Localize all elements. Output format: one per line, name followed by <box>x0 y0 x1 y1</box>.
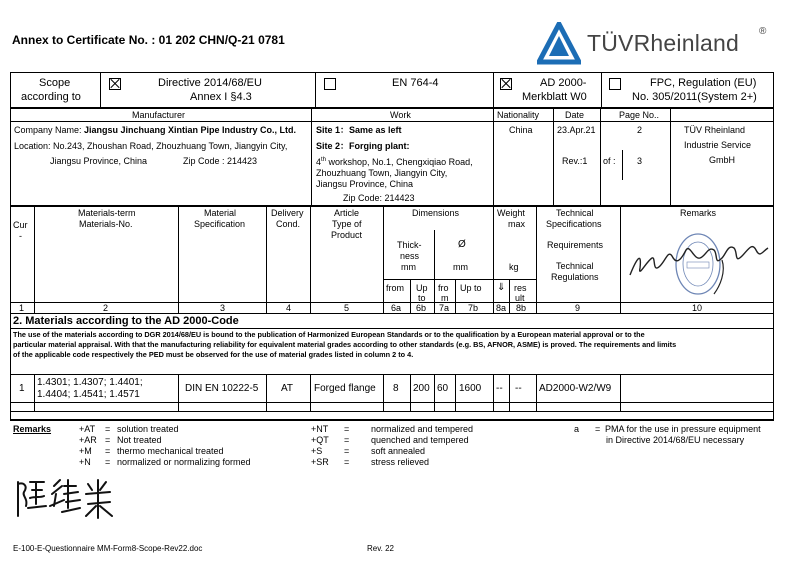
section2-title: 2. Materials according to the AD 2000-Code <box>13 315 239 327</box>
col-from-thick: from <box>386 283 404 293</box>
location-line2: Jiangsu Province, China <box>50 156 148 166</box>
col-remarks: Remarks <box>680 208 717 218</box>
of-value: 3 <box>637 156 643 166</box>
header-manufacturer: Manufacturer <box>132 110 186 120</box>
date-value: 23.Apr.21 <box>557 125 596 135</box>
col-result: res <box>514 283 527 293</box>
of-label: of : <box>603 156 616 166</box>
col-thickness: Thick- <box>397 240 422 250</box>
rev-value: Rev.:1 <box>562 156 588 166</box>
col-dimensions: Dimensions <box>412 208 460 218</box>
footer-form: E-100-E-Questionnaire MM-Form8-Scope-Rev22.doc <box>13 544 203 553</box>
col-delivery: Delivery <box>271 208 304 218</box>
col-cur: Cur <box>13 220 28 230</box>
col-materials-term: Materials-term <box>78 208 136 218</box>
col-from-dia: fro <box>438 283 449 293</box>
company-name: Jiangsu Jinchuang Xintian Pipe Industry Co., Ltd. <box>84 125 297 135</box>
inspector-stamp-signature <box>622 220 774 302</box>
col-materials-no: Materials-No. <box>79 219 133 229</box>
col-upto-dia: Up to <box>460 283 482 293</box>
logo-registered: ® <box>759 26 767 37</box>
col-material-spec: Material <box>204 208 237 218</box>
page-value: 2 <box>637 125 643 135</box>
col-technical: Technical <box>556 208 594 218</box>
checkbox-directive[interactable] <box>109 78 121 90</box>
tuv-logo <box>537 20 777 66</box>
checkbox-en764[interactable] <box>324 78 336 90</box>
col-diameter: Ø <box>458 239 466 250</box>
header-work: Work <box>390 110 411 120</box>
nationality-value: China <box>509 125 533 135</box>
work-zip: Zip Code: 214423 <box>343 193 415 203</box>
header-date: Date <box>565 110 585 120</box>
manufacturer-zip: Zip Code : 214423 <box>183 156 258 166</box>
col-weight: Weight <box>497 208 525 218</box>
checkbox-fpc[interactable] <box>609 78 621 90</box>
header-nationality: Nationality <box>497 110 540 120</box>
down-arrow-icon: ⇓ <box>497 282 506 293</box>
triangle-logo-icon <box>537 22 581 66</box>
handwritten-signature <box>14 476 124 522</box>
footer-rev: Rev. 22 <box>367 544 394 553</box>
header-page-no: Page No.. <box>619 110 660 120</box>
checkbox-ad2000[interactable] <box>500 78 512 90</box>
annex-title: Annex to Certificate No. : 01 202 CHN/Q-21 0781 <box>12 33 285 47</box>
col-article: Article <box>334 208 360 218</box>
location-line1: Location: No.243, Zhoushan Road, Zhouzhuang Town, Jiangyin City, <box>14 141 288 151</box>
logo-text: TÜVRheinland <box>587 30 739 56</box>
col-upto-thick: Up <box>416 283 428 293</box>
